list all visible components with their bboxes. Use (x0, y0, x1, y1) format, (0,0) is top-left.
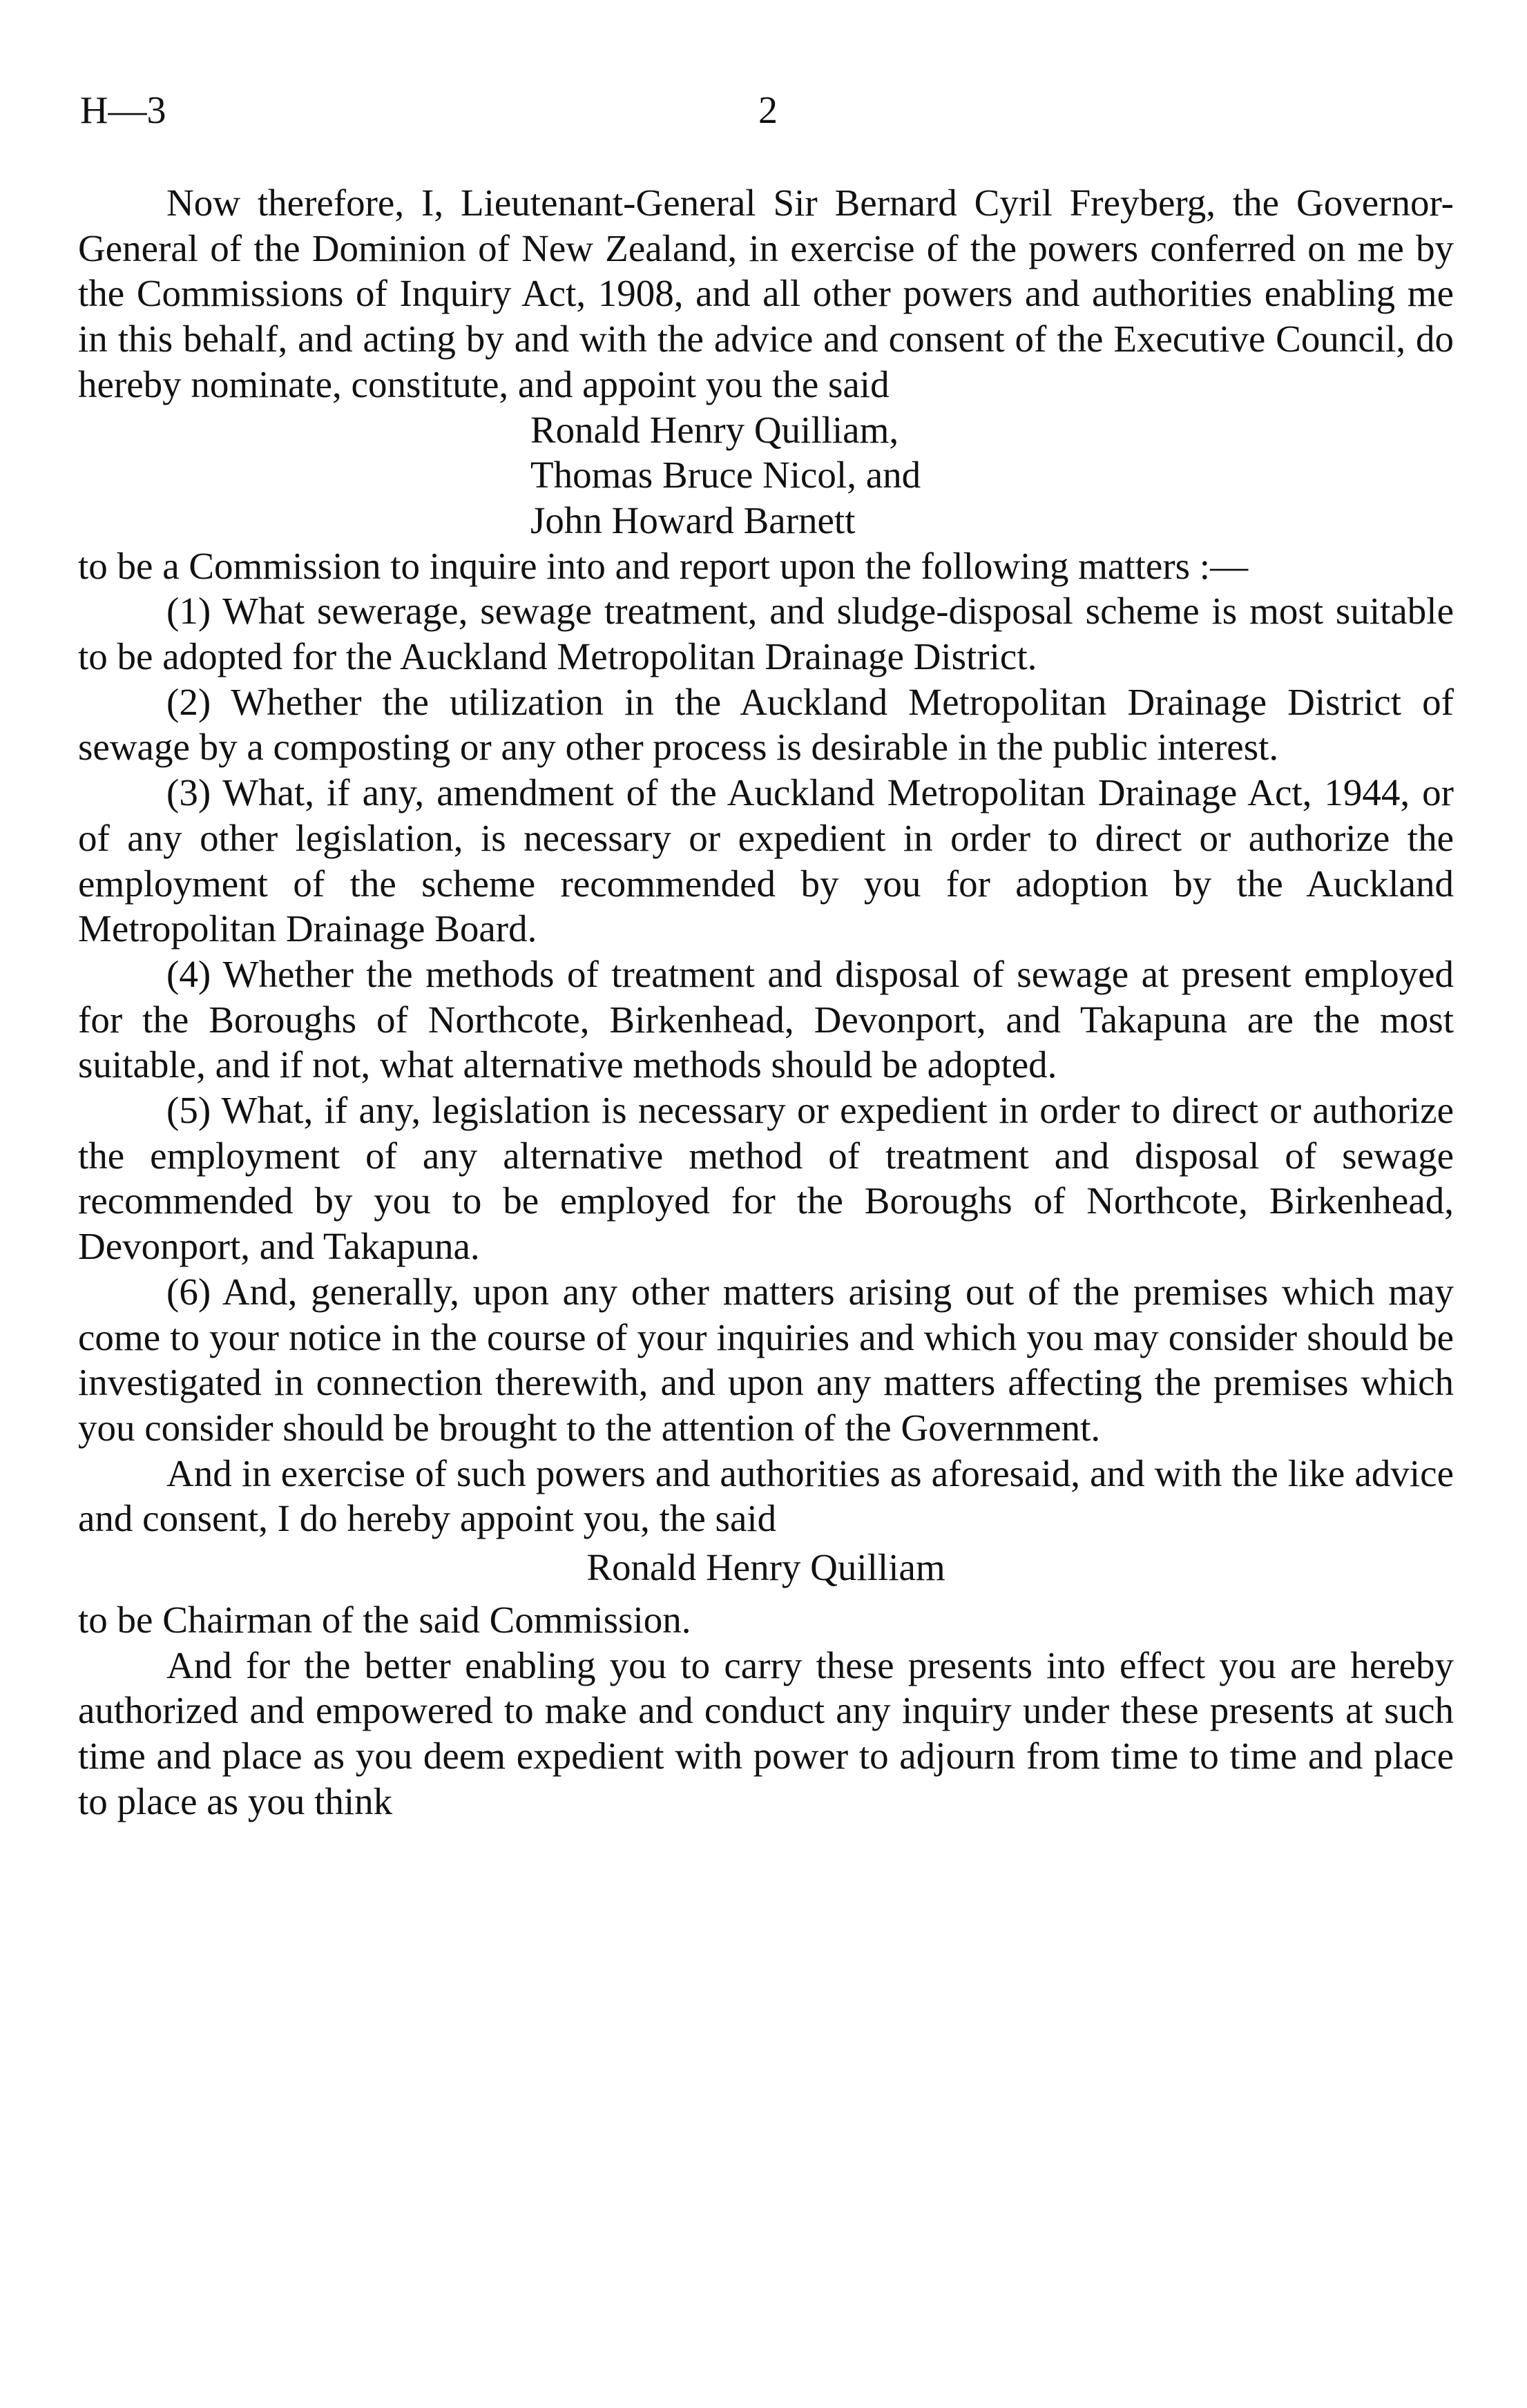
document-body (78, 180, 1454, 1824)
chairman-name: Ronald Henry Quilliam (586, 1546, 945, 1589)
matter-item: (4) Whether the methods of treatment and disposal of sewage at present employed for the Boroughs of Northcote, Birkenhead, Devonport, and Takapuna are the most suitable, and if not, what alternative methods should be adopted. (78, 952, 1454, 1086)
commissioner-name: Ronald Henry Quilliam, (530, 408, 899, 451)
commissioner-name: Thomas Bruce Nicol, and (530, 454, 921, 497)
enabling-paragraph: And for the better enabling you to carry these presents into effect you are hereby authorized and empowered to make and conduct any inquiry under these presents at such time and place as you deem expedient with power to adjourn from time to time and place to place as you think (78, 1644, 1454, 1822)
matter-item: (1) What sewerage, sewage treatment, and sludge-disposal scheme is most suitable to be adopted for the Auckland Metropolitan Drainage District. (78, 590, 1454, 678)
matter-item: (5) What, if any, legislation is necessary or expedient in order to direct or authorize the employment of any alternative method of treatment and disposal of sewage recommended by you to be employed for the Boroughs of Northcote, Birkenhead, Devonport, and Takapuna. (78, 1089, 1454, 1268)
commissioner-names (78, 407, 1454, 543)
matter-item: (3) What, if any, amendment of the Auckland Metropolitan Drainage Act, 1944, or of any other legislation, is necessary or expedient in order to direct or authorize the employment of the scheme recommended by you for adoption by the Auckland Metropolitan Drainage Board. (78, 771, 1454, 950)
commission-paragraph: to be a Commission to inquire into and report upon the following matters :— (78, 544, 1249, 587)
matter-item: (2) Whether the utilization in the Auckland Metropolitan Drainage District of sewage by a composting or any other process is desirable in the public interest. (78, 680, 1454, 769)
commissioner-name: John Howard Barnett (530, 499, 856, 541)
document-reference: H—3 (80, 89, 166, 132)
matter-item: (6) And, generally, upon any other matters arising out of the premises which may come to your notice in the course of your inquiries and which you may consider should be investigated in connection therewith, and upon any matters affecting the premises which you consider should be brought to the attention of the Government. (78, 1270, 1454, 1449)
chairman-paragraph: to be Chairman of the said Commission. (78, 1598, 691, 1641)
page-number: 2 (758, 89, 778, 132)
exercise-paragraph: And in exercise of such powers and authorities as aforesaid, and with the like advice and consent, I do hereby appoint you, the said (78, 1452, 1454, 1540)
intro-paragraph: Now therefore, I, Lieutenant-General Sir Bernard Cyril Freyberg, the Governor-General of the Dominion of New Zealand, in exercise of the powers conferred on me by the Commissions of Inquiry Act, 1908, and all other powers and authorities enabling me in this behalf, and acting by and with the advice and consent of the Executive Council, do hereby nominate, constitute, and appoint you the said (78, 182, 1454, 405)
